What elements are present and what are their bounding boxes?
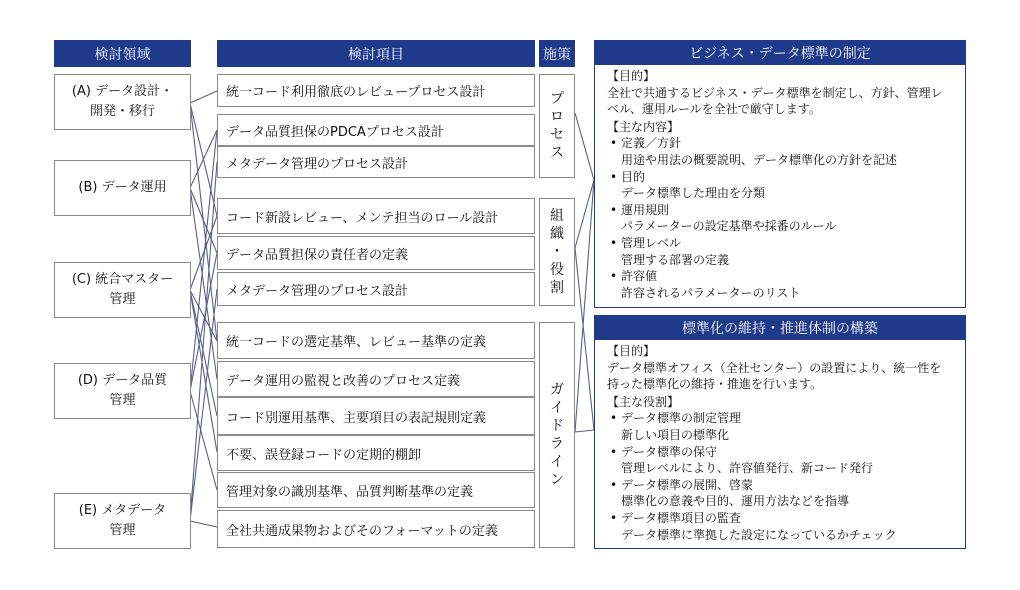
measure-char: プ bbox=[550, 91, 564, 107]
panel1-bullet: • 定義／方針 bbox=[607, 135, 955, 152]
panel1-purpose-line: ベル、運用ルールを全社で厳守します。 bbox=[607, 102, 821, 117]
item-box: 全社共通成果物およびそのフォーマットの定義 bbox=[217, 510, 535, 548]
area-b-line1: (B) データ運用 bbox=[78, 180, 167, 195]
panel2-bullet: • データ標準の保守 bbox=[607, 444, 955, 461]
item-box: 統一コードの選定基準、レビュー基準の定義 bbox=[217, 322, 535, 359]
panel1-title: ビジネス・データ標準の制定 bbox=[595, 41, 965, 65]
measure-org bbox=[539, 198, 575, 306]
panel2-bullet-sub: 管理レベルにより、許容値発行、新コード発行 bbox=[621, 461, 874, 476]
panel1-bullet-sub: 管理する部署の定義 bbox=[621, 252, 730, 267]
item-box: データ品質担保のPDCAプロセス設計 bbox=[217, 114, 535, 146]
measure-char: ド bbox=[550, 418, 564, 434]
panel2-bullet-sub: 新しい項目の標準化 bbox=[621, 427, 730, 442]
measure-char: ロ bbox=[550, 109, 564, 125]
panel2-bullet-sub: 標準化の意義や目的、運用方法などを指導 bbox=[621, 494, 850, 509]
item-box: メタデータ管理のプロセス設計 bbox=[217, 146, 535, 178]
area-a-line1: (A) データ設計・ bbox=[71, 84, 174, 99]
panel2-role-label: 【主な役割】 bbox=[607, 394, 680, 409]
area-c-line1: (C) 統合マスター bbox=[71, 272, 174, 287]
measure-char: イ bbox=[550, 400, 564, 416]
measure-char: ・ bbox=[550, 244, 564, 260]
header-area: 検討領域 bbox=[54, 40, 191, 67]
measure-char: 役 bbox=[550, 262, 564, 278]
item-box: 管理対象の識別基準、品質判断基準の定義 bbox=[217, 472, 535, 508]
panel1-purpose-line: 全社で共通するビジネス・データ標準を制定し、方針、管理レ bbox=[607, 85, 943, 100]
measure-char: セ bbox=[550, 127, 564, 143]
area-a-line2: 開発・移行 bbox=[89, 104, 155, 119]
measure-char: ン bbox=[550, 472, 564, 488]
area-box-c bbox=[54, 262, 191, 318]
item-box: メタデータ管理のプロセス設計 bbox=[217, 272, 535, 306]
area-c-line2: 管理 bbox=[109, 292, 136, 307]
panel-business-data-standard bbox=[594, 40, 966, 308]
item-box: 統一コード利用徹底のレビュープロセス設計 bbox=[217, 74, 535, 107]
panel2-title: 標準化の維持・推進体制の構築 bbox=[595, 316, 965, 340]
item-box: 不要、誤登録コードの定期的棚卸 bbox=[217, 435, 535, 471]
panel1-bullet-sub: パラメーターの設定基準や採番のルール bbox=[621, 219, 837, 234]
item-box: コード別運用基準、主要項目の表記規則定義 bbox=[217, 397, 535, 435]
panel2-bullet: • データ標準の制定管理 bbox=[607, 410, 955, 427]
measure-char: ガ bbox=[550, 382, 564, 398]
connector-line bbox=[575, 180, 594, 432]
connector-line bbox=[190, 216, 217, 290]
measure-char: ラ bbox=[550, 436, 564, 452]
connector-line bbox=[190, 91, 217, 103]
area-e-line2: 管理 bbox=[109, 523, 136, 538]
measure-char: 割 bbox=[550, 280, 564, 296]
panel-standard-maintenance bbox=[594, 315, 966, 549]
connector-line bbox=[575, 113, 594, 180]
area-d-line2: 管理 bbox=[109, 393, 136, 408]
measure-char: 組 bbox=[550, 208, 564, 224]
panel2-purpose-line: データ標準オフィス（全社センター）の設置により、統一性を bbox=[607, 360, 942, 375]
measure-char: ス bbox=[550, 145, 564, 161]
panel1-bullet-sub: 用途や用法の概要説明、データ標準化の方針を記述 bbox=[621, 152, 898, 167]
header-items: 検討項目 bbox=[217, 40, 535, 67]
header-measure: 施策 bbox=[539, 40, 575, 67]
panel2-purpose-label: 【目的】 bbox=[607, 344, 656, 358]
panel1-bullet: • 目的 bbox=[607, 169, 955, 186]
panel1-purpose-label: 【目的】 bbox=[607, 69, 656, 83]
item-box: データ品質担保の責任者の定義 bbox=[217, 236, 535, 270]
panel1-bullet-sub: 許容されるパラメーターのリスト bbox=[621, 285, 801, 300]
panel1-bullet: • 運用規則 bbox=[607, 202, 955, 219]
panel1-bullet: • 管理レベル bbox=[607, 235, 955, 252]
area-e-line1: (E) メタデータ bbox=[78, 503, 167, 518]
panel1-bullet-sub: データ標準した理由を分類 bbox=[621, 186, 766, 201]
area-box-a bbox=[54, 74, 191, 130]
panel2-bullet: • データ標準項目の監査 bbox=[607, 510, 955, 527]
panel2-bullet: • データ標準の展開、啓蒙 bbox=[607, 477, 955, 494]
measure-char: イ bbox=[550, 454, 564, 470]
area-box-e bbox=[54, 493, 191, 549]
panel1-bullet: • 許容値 bbox=[607, 268, 955, 285]
item-box: コード新設レビュー、メンテ担当のロール設計 bbox=[217, 198, 535, 234]
connector-line bbox=[190, 521, 217, 527]
area-box-d bbox=[54, 363, 191, 419]
area-box-b bbox=[54, 160, 191, 216]
measure-guideline bbox=[539, 322, 575, 548]
area-d-line1: (D) データ品質 bbox=[77, 373, 168, 388]
panel2-purpose-line: 持った標準化の維持・推進を行います。 bbox=[607, 377, 823, 392]
measure-char: 織 bbox=[550, 226, 564, 242]
panel1-content-label: 【主な内容】 bbox=[607, 119, 680, 134]
measure-process bbox=[539, 74, 575, 178]
item-box: データ運用の監視と改善のプロセス定義 bbox=[217, 361, 535, 397]
connector-line bbox=[575, 248, 594, 430]
panel2-bullet-sub: データ標準に準拠した設定になっているかチェック bbox=[621, 527, 897, 542]
connector-line bbox=[575, 430, 594, 432]
